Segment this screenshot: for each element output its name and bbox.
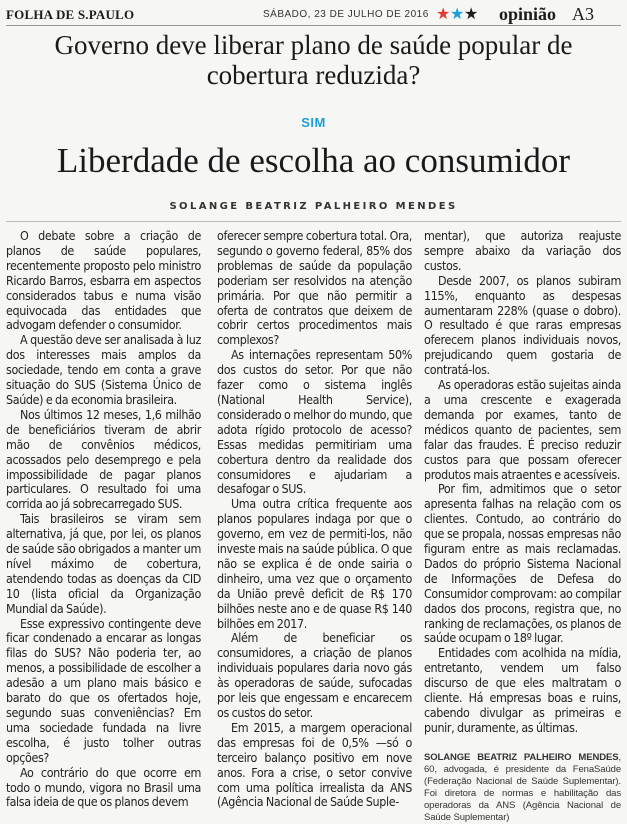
paragraph: Ao contrário do que ocorre em todo o mundo, vigora no Brasil uma falsa ideia de que os planos devem [6,764,201,810]
paragraph: Desde 2007, os planos subiram 115%, enquanto as despesas aumentaram 228% (quase o dobro). O resultado é que raras empresas oferecem planos individuais novos, prejudicando quem gostaria de contratá-los. [424,272,621,378]
text-column-3 [424,228,621,823]
paragraph: Uma outra crítica frequente aos planos populares indaga por que o governo, em vez de permiti-los, não investe mais na saúde pública. O que não se explica é de onde sairia o dinheiro, uma vez que o orçamento da União prevê deficit de R$ 170 bilhões neste ano e de quase R$ 140 bilhões em 2017. [217,496,412,631]
paragraph: Além de beneficiar os consumidores, a criação de planos individuais populares daria novo gás às operadoras de saúde, sufocadas por leis que engessam e encarecem os custos do setor. [217,630,412,720]
byline-divider [6,221,621,222]
newspaper-name: FOLHA DE S.PAULO [6,7,135,22]
paragraph: oferecer sempre cobertura total. Ora, segundo o governo federal, 85% dos problemas de saúde da população poderiam ser resolvidos na atenção primária. Por que não permitir a oferta de contratos que deixem de cobrir certos procedimentos mais complexos? [217,228,412,348]
stars-icon [436,4,478,24]
masthead-divider [6,25,621,26]
paragraph: Nos últimos 12 meses, 1,6 milhão de beneficiários tiveram de abrir mão de convênios médicos, acossados pelo desemprego e pela impossibilidade de pagar planos particulares. O resultado foi uma corrida ao já sobrecarregado SUS. [6,406,201,512]
paragraph: Esse expressivo contingente deve ficar condenado a encarar as longas filas do SUS? Não poderia ter, ao menos, a possibilidade de escolher a adesão a um plano mais básico e barato do que os ofertados hoje, segundo suas conveniências? Em uma sociedade fundada na livre escolha, é justo tolher outras opções? [6,615,201,765]
text-column-1 [6,228,201,810]
article-headline: Liberdade de escolha ao consumidor [56,141,571,180]
black-star-icon: ★ [464,4,479,23]
paragraph: mentar), que autoriza reajuste sempre abaixo da variação dos custos. [424,228,621,273]
paragraph: Em 2015, a margem operacional das empresas foi de 0,5% —só o terceiro balanço positivo em nove anos. Fora a crise, o setor convive com uma política irrealista da ANS (Agência Nacional de Saúde Suple- [217,719,412,810]
author-bio-name: SOLANGE BEATRIZ PALHEIRO MENDES [424,751,619,763]
paragraph: As internações representam 50% dos custos do setor. Por que não fazer como o sistema inglês (National Health Service), considerado o melhor do mundo, que adota rígido protocolo de acesso? Essas medidas permitiriam uma cobertura dentro da realidade dos consumidores e ajudariam a desafogar o SUS. [217,347,412,497]
answer-label: SIM [301,115,326,130]
paragraph: O debate sobre a criação de planos de saúde populares, recentemente proposto pelo ministro Ricardo Barros, esbarra em aspectos considerados tabus e numa visão equivocada das entidades que advogam defender o consumidor. [6,228,201,333]
page-number: A3 [572,4,594,24]
debate-question: Governo deve liberar plano de saúde popular de cobertura reduzida? [54,30,573,90]
paragraph: Tais brasileiros se viram sem alternativa, já que, por lei, os planos de saúde são obrigados a manter um nível máximo de cobertura, atendendo todas as doenças da CID 10 (lista oficial da Organização Mundial da Saúde). [6,511,201,616]
author-bio-text: , 60, advogada, é presidente da FenaSaúde (Federação Nacional de Saúde Suplementar). Foi diretora de normas e habilitação das operadoras da ANS (Agência Nacional de Saúde Suplementar) [424,751,621,823]
paragraph: Por fim, admitimos que o setor apresenta falhas na relação com os clientes. Contudo, ao contrário do que se propala, nossas empresas não figuram entre as mais reclamadas. Dados do próprio Sistema Nacional de Informações de Defesa do Consumidor comprovam: ao compilar dados dos procons, registra que, no ranking de reclamações, os planos de saúde ocupam o 18º lugar. [424,481,621,646]
paragraph: As operadoras estão sujeitas ainda a uma crescente e exagerada demanda por exames, tanto de médicos quanto de pacientes, sem falar das fraudes. É preciso reduzir custos para que possam oferecer produtos mais atraentes e acessíveis. [424,377,621,482]
section-name: opinião [499,4,557,24]
text-column-2 [217,228,412,810]
author-bio [424,752,621,824]
paragraph: Entidades com acolhida na mídia, entretanto, vendem um falso discurso de que eles maltratam o cliente. Há empresas boas e ruins, cabendo divulgar as primeiras e punir, duramente, as últimas. [424,645,621,735]
red-star-icon: ★ [436,4,451,23]
byline: SOLANGE BEATRIZ PALHEIRO MENDES [169,201,458,212]
masthead [6,4,621,24]
blue-star-icon: ★ [450,4,465,23]
paragraph: A questão deve ser analisada à luz dos interesses mais amplos da sociedade, tendo em conta a grave situação do SUS (Sistema Único de Saúde) e da economia brasileira. [6,332,201,407]
issue-date: SÁBADO, 23 DE JULHO DE 2016 [263,9,429,20]
